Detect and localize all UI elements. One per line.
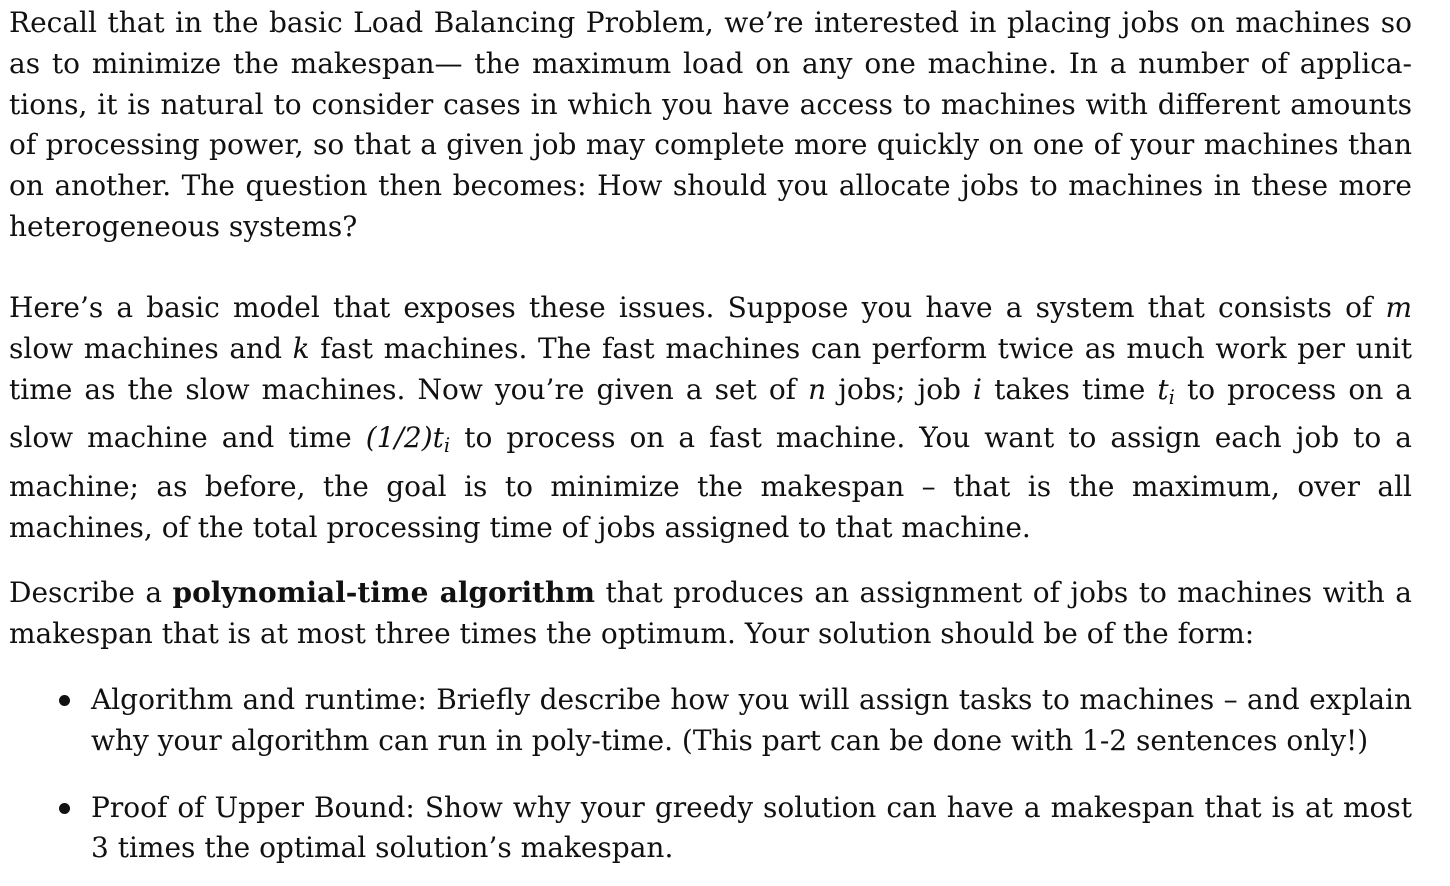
model-text-f: to process on a slow machine and time <box>9 372 1412 455</box>
model-paragraph <box>9 288 1412 549</box>
bullet-icon <box>59 695 70 706</box>
task-bold-phrase: polynomial-time algorithm <box>172 576 596 609</box>
model-text-d: jobs; job <box>826 372 974 406</box>
var-t-fast: t <box>432 421 444 455</box>
algorithm-runtime-text: Algorithm and runtime: Briefly describe how you will assign tasks to machines – and explain why your algorithm can run in poly-time. (This part can be done with 1-2 sentences only!) <box>91 683 1412 757</box>
model-text-g: to process on a fast machine. You want to assign each job to a machine; as before, the goal is to minimize the makespan – that is the maximum, over all machines, of the total processing time of jobs assigned to that machine. <box>9 421 1413 544</box>
model-text-a: Here’s a basic model that exposes these issues. Suppose you have a system that consists of <box>9 291 1386 324</box>
model-text-b: slow machines and <box>9 331 293 365</box>
model-text-e: takes time <box>982 372 1158 406</box>
task-text-b: that produces an assignment of jobs to machines with a makespan that is at most three times the optimum. Your solution should be of the form: <box>9 576 1412 650</box>
task-paragraph <box>9 573 1412 655</box>
intro-paragraph: Recall that in the basic Load Balancing Problem, we’re interested in placing jobs on machines so as to minimize the makespan— the maximum load on any one machine. In a number of applications, it is natural to consider cases in which you have access to machines with different amounts of processing power, so that a given job may complete more quickly on one of your machines than on another. The question then becomes: How should you allocate jobs to machines in these more heterogeneous systems? <box>9 6 1412 243</box>
var-n: n <box>808 372 827 406</box>
bullet-icon <box>59 803 70 814</box>
var-t-i <box>1157 372 1175 409</box>
list-item <box>9 788 1412 870</box>
var-t: t <box>1157 372 1169 406</box>
task-text-a: Describe a <box>9 576 173 609</box>
var-m: m <box>1385 291 1412 324</box>
requirements-list <box>9 680 1412 869</box>
subscript-i-fast: i <box>443 434 451 458</box>
subscript-i: i <box>1168 385 1175 409</box>
var-i: i <box>973 372 983 406</box>
var-k: k <box>292 331 310 365</box>
upper-bound-text: Proof of Upper Bound: Show why your greedy solution can have a makespan that is at most 3 times the optimal solution’s makespan. <box>91 790 1412 865</box>
var-t-i-fast <box>432 421 451 458</box>
half-expression: (1/2) <box>365 421 433 455</box>
model-text-c: fast machines. The fast machines can perform twice as much work per unit time as the slow machines. Now you’re given a set of <box>9 331 1412 406</box>
list-item <box>9 680 1412 762</box>
